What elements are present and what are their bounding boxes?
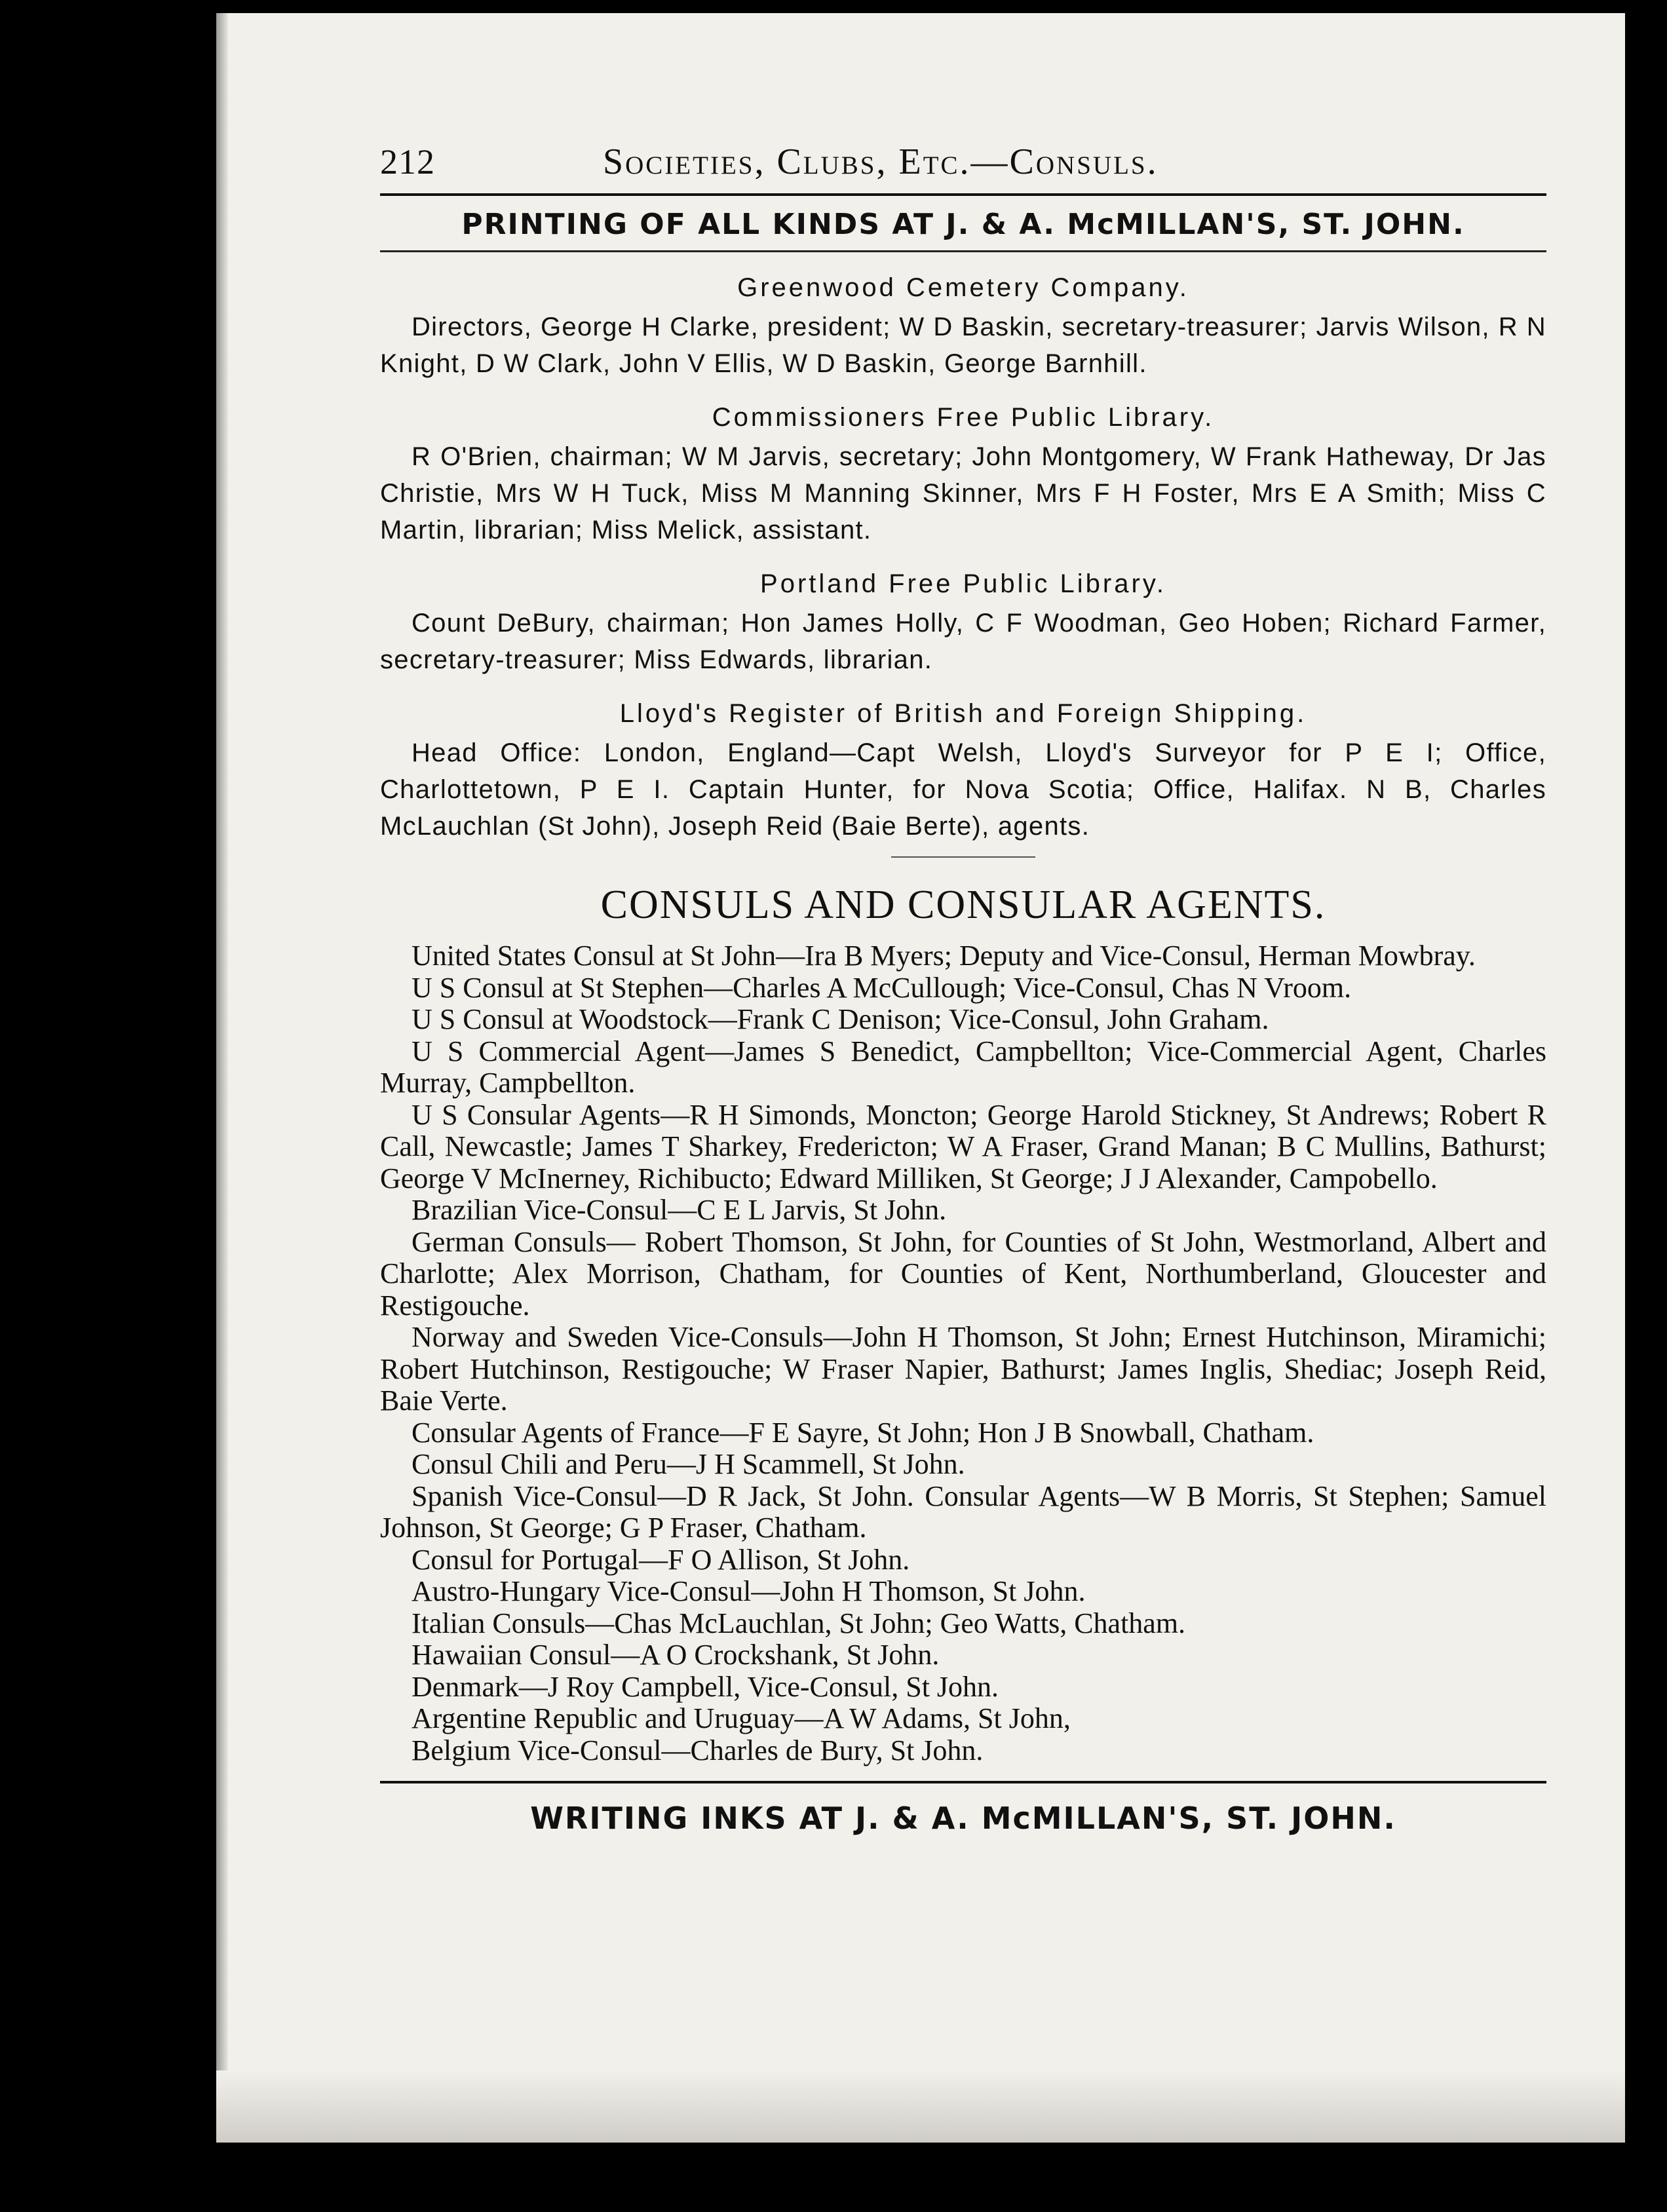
consul-entry: U S Consular Agents—R H Simonds, Moncton; George Harold Stickney, St Andrews; Robert R Call, Newcastle; James T Sharkey, Fredericton; W A Fraser, Grand Manan; B C Mullins, Bathurst; George V McInerney, Richibucto; Edward Milliken, St George; J J Alexander, Campobello. <box>380 1098 1546 1194</box>
consul-entry: Brazilian Vice-Consul—C E L Jarvis, St John. <box>412 1194 947 1226</box>
consuls-heading: CONSULS AND CONSULAR AGENTS. <box>600 883 1326 927</box>
consul-entry: Belgium Vice-Consul—Charles de Bury, St John. <box>412 1734 984 1766</box>
page-edge-bottom <box>216 2070 1625 2143</box>
consul-entry: Spanish Vice-Consul—D R Jack, St John. Consular Agents—W B Morris, St Stephen; Samuel Johnson, St George; G P Fraser, Chatham. <box>380 1479 1546 1544</box>
consul-entry: Denmark—J Roy Campbell, Vice-Consul, St John. <box>412 1670 999 1703</box>
section-portland <box>380 565 1546 678</box>
consuls-list <box>380 940 1546 1766</box>
banner-rule <box>380 250 1546 252</box>
consul-entry: United States Consul at St John—Ira B Myers; Deputy and Vice-Consul, Herman Mowbray. <box>412 940 1476 972</box>
section-body: Directors, George H Clarke, president; W D Baskin, secretary-treasurer; Jarvis Wilson, R N Knight, D W Clark, John V Ellis, W D Baskin, George Barnhill. <box>380 313 1546 378</box>
section-body: Head Office: London, England—Capt Welsh, Lloyd's Surveyor for P E I; Office, Charlottetown, P E I. Captain Hunter, for Nova Scotia; Office, Halifax. N B, Charles McLauchlan (St John), Joseph Reid (Baie Berte), agents. <box>380 738 1546 841</box>
running-head: Societies, Clubs, Etc.—Consuls. <box>603 142 1159 182</box>
consul-entry: U S Commercial Agent—James S Benedict, Campbellton; Vice-Commercial Agent, Charles Murray, Campbellton. <box>380 1035 1546 1099</box>
consul-entry: Argentine Republic and Uruguay—A W Adams, St John, <box>412 1702 1071 1734</box>
section-commissioners <box>380 399 1546 548</box>
document-page <box>216 13 1625 2143</box>
consul-entry: Italian Consuls—Chas McLauchlan, St John; Geo Watts, Chatham. <box>412 1607 1186 1639</box>
consul-entry: German Consuls— Robert Thomson, St John, for Counties of St John, Westmorland, Albert and Charlotte; Alex Morrison, Chatham, for Counties of Kent, Northumberland, Gloucester and Restigouche. <box>380 1225 1546 1322</box>
section-greenwood <box>380 269 1546 382</box>
section-lloyds <box>380 695 1546 845</box>
section-title: Lloyd's Register of British and Foreign Shipping. <box>619 699 1307 728</box>
consul-entry: Consul for Portugal—F O Allison, St John. <box>412 1543 910 1576</box>
section-title: Portland Free Public Library. <box>760 569 1166 598</box>
page-header <box>380 141 1546 193</box>
section-title: Commissioners Free Public Library. <box>712 403 1215 432</box>
section-divider <box>891 856 1035 858</box>
page-edge-left <box>216 13 228 2143</box>
bottom-banner: WRITING INKS AT J. & A. McMILLAN'S, ST. JOHN. <box>530 1801 1396 1836</box>
consul-entry: U S Consul at Woodstock—Frank C Denison; Vice-Consul, John Graham. <box>412 1003 1269 1035</box>
consul-entry: Austro-Hungary Vice-Consul—John H Thomson, St John. <box>412 1575 1086 1607</box>
page-content <box>380 141 1546 1836</box>
consul-entry: Consul Chili and Peru—J H Scammell, St John. <box>412 1448 965 1480</box>
consul-entry: Consular Agents of France—F E Sayre, St John; Hon J B Snowball, Chatham. <box>412 1416 1314 1449</box>
top-banner: PRINTING OF ALL KINDS AT J. & A. McMILLAN'S, ST. JOHN. <box>461 208 1465 241</box>
section-title: Greenwood Cemetery Company. <box>737 273 1189 302</box>
consul-entry: U S Consul at St Stephen—Charles A McCullough; Vice-Consul, Chas N Vroom. <box>412 971 1352 1004</box>
section-body: R O'Brien, chairman; W M Jarvis, secretary; John Montgomery, W Frank Hatheway, Dr Jas Christie, Mrs W H Tuck, Miss M Manning Skinner, Mrs F H Foster, Mrs E A Smith; Miss C Martin, librarian; Miss Melick, assistant. <box>380 442 1546 544</box>
consul-entry: Norway and Sweden Vice-Consuls—John H Thomson, St John; Ernest Hutchinson, Miramichi; Robert Hutchinson, Restigouche; W Fraser Napier, Bathurst; James Inglis, Shediac; Joseph Reid, Baie Verte. <box>380 1321 1546 1417</box>
page-number: 212 <box>380 142 435 181</box>
section-body: Count DeBury, chairman; Hon James Holly, C F Woodman, Geo Hoben; Richard Farmer, secretary-treasurer; Miss Edwards, librarian. <box>380 609 1546 674</box>
consul-entry: Hawaiian Consul—A O Crockshank, St John. <box>412 1639 940 1671</box>
